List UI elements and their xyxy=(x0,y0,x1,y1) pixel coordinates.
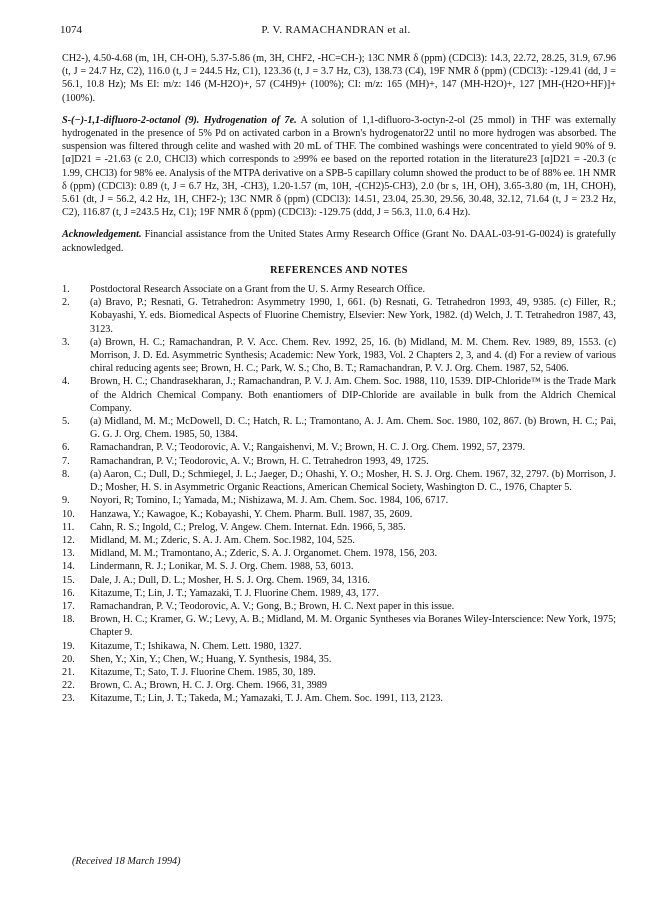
reference-number: 17. xyxy=(62,600,75,612)
reference-number: 6. xyxy=(62,442,70,454)
reference-text: Postdoctoral Research Associate on a Grant from the U. S. Army Research Office. xyxy=(90,284,426,296)
reference-item xyxy=(62,494,616,507)
running-head: P. V. RAMACHANDRAN et al. xyxy=(261,24,411,36)
reference-text: Shen, Y.; Xin, Y.; Chen, W.; Huang, Y. Synthesis, 1984, 35. xyxy=(90,653,332,665)
reference-number: 2. xyxy=(62,297,70,309)
reference-item xyxy=(62,415,616,441)
references-heading: REFERENCES AND NOTES xyxy=(270,264,408,276)
reference-item xyxy=(62,441,616,454)
reference-text: Brown, H. C.; Chandrasekharan, J.; Ramachandran, P. V. J. Am. Chem. Soc. 1988, 110, 1539. DIP-Chloride™ is the Trade Mark of the Aldrich Chemical Company. Both enantiomers of DIP-Chloride are available in bulk from the Aldrich Chemical Company. xyxy=(90,376,616,414)
reference-text: Ramachandran, P. V.; Teodorovic, A. V.; Brown, H. C. Tetrahedron 1993, 49, 1725. xyxy=(90,455,429,467)
reference-number: 16. xyxy=(62,587,75,599)
reference-number: 7. xyxy=(62,455,70,467)
reference-text: (a) Midland, M. M.; McDowell, D. C.; Hatch, R. L.; Tramontano, A. J. Am. Chem. Soc. 1980, 102, 867. (b) Brown, H. C.; Pai, G. G. J. Org. Chem. 1985, 50, 1384. xyxy=(90,416,616,441)
reference-item xyxy=(62,455,616,468)
reference-number: 21. xyxy=(62,666,75,678)
reference-item xyxy=(62,296,616,336)
acknowledgement-paragraph xyxy=(62,228,616,254)
reference-number: 15. xyxy=(62,574,75,586)
reference-text: Hanzawa, Y.; Kawagoe, K.; Kobayashi, Y. Chem. Pharm. Bull. 1987, 35, 2609. xyxy=(90,508,413,520)
reference-number: 23. xyxy=(62,693,75,705)
hydrogenation-paragraph xyxy=(62,114,616,220)
reference-text: Lindermann, R. J.; Lonikar, M. S. J. Org. Chem. 1988, 53, 6013. xyxy=(90,561,354,573)
reference-number: 14. xyxy=(62,561,75,573)
reference-number: 5. xyxy=(62,416,70,428)
reference-item xyxy=(62,534,616,547)
reference-text: Midland, M. M.; Tramontano, A.; Zderic, S. A. J. Organomet. Chem. 1978, 156, 203. xyxy=(90,548,438,560)
reference-item xyxy=(62,283,616,296)
reference-item xyxy=(62,640,616,653)
reference-item xyxy=(62,692,616,705)
reference-item xyxy=(62,574,616,587)
reference-text: Kitazume, T.; Lin, J. T.; Takeda, M.; Yamazaki, T. J. Am. Chem. Soc. 1991, 113, 2123. xyxy=(90,693,443,705)
reference-number: 1. xyxy=(62,284,70,296)
reference-number: 4. xyxy=(62,376,70,388)
reference-item xyxy=(62,508,616,521)
article-body xyxy=(62,52,616,706)
nmr-data-paragraph xyxy=(62,52,616,105)
reference-number: 13. xyxy=(62,548,75,560)
reference-item xyxy=(62,666,616,679)
reference-text: Ramachandran, P. V.; Teodorovic, A. V.; Rangaishenvi, M. V.; Brown, H. C. J. Org. Chem. 1992, 57, 2379. xyxy=(90,442,525,454)
page-number: 1074 xyxy=(60,24,82,36)
reference-text: (a) Bravo, P.; Resnati, G. Tetrahedron: Asymmetry 1990, 1, 661. (b) Resnati, G. Tetrahedron 1993, 49, 9385. (c) Filler, R.; Kobayashi, Y. eds. Biomedical Aspects of Fluorine Chemistry, Elsevier: New York, 1982. (d) Welch, J. T. Tetrahedron 1987, 43, 3123. xyxy=(90,297,616,335)
reference-item xyxy=(62,679,616,692)
reference-number: 8. xyxy=(62,468,70,480)
reference-text: (a) Aaron, C.; Dull, D.; Schmiegel, J. L.; Jaeger, D.; Ohashi, Y. O.; Mosher, H. S. J. Org. Chem. 1967, 32, 2797. (b) Morrison, J. D.; Mosher, H. S. in Asymmetric Organic Reactions, American Chemical Society, Washington D. C., 1976, Chapter 5. xyxy=(90,468,616,494)
reference-text: Midland, M. M.; Zderic, S. A. J. Am. Chem. Soc.1982, 104, 525. xyxy=(90,534,355,546)
reference-text: Kitazume, T.; Lin, J. T.; Yamazaki, T. J. Fluorine Chem. 1989, 43, 177. xyxy=(90,587,379,599)
reference-number: 12. xyxy=(62,534,75,546)
reference-list xyxy=(62,283,616,706)
reference-number: 10. xyxy=(62,508,75,520)
paragraph-text: Financial assistance from the United States Army Research Office (Grant No. DAAL-03-91-G-0024) is gratefully acknowledged. xyxy=(62,229,617,254)
reference-item xyxy=(62,560,616,573)
reference-number: 20. xyxy=(62,653,75,665)
reference-number: 22. xyxy=(62,680,75,692)
reference-text: Brown, C. A.; Brown, H. C. J. Org. Chem. 1966, 31, 3989 xyxy=(90,680,327,692)
reference-number: 19. xyxy=(62,640,75,652)
reference-item xyxy=(62,547,616,560)
reference-text: Cahn, R. S.; Ingold, C.; Prelog, V. Angew. Chem. Internat. Edn. 1966, 5, 385. xyxy=(90,521,406,533)
paragraph-title: S-(−)-1,1-difluoro-2-octanol (9). Hydrogenation of 7e. xyxy=(62,114,297,126)
reference-number: 9. xyxy=(62,495,70,507)
reference-item xyxy=(62,521,616,534)
reference-text: Dale, J. A.; Dull, D. L.; Mosher, H. S. J. Org. Chem. 1969, 34, 1316. xyxy=(90,574,370,586)
paragraph-title: Acknowledgement. xyxy=(62,229,142,241)
reference-text: Brown, H. C.; Kramer, G. W.; Levy, A. B.; Midland, M. M. Organic Syntheses via Boranes Wiley-Interscience: New York, 1975; Chapter 9. xyxy=(90,614,616,639)
reference-number: 18. xyxy=(62,614,75,626)
reference-item xyxy=(62,600,616,613)
reference-item xyxy=(62,336,616,376)
reference-text: Kitazume, T.; Ishikawa, N. Chem. Lett. 1980, 1327. xyxy=(90,640,302,652)
reference-text: Ramachandran, P. V.; Teodorovic, A. V.; Gong, B.; Brown, H. C. Next paper in this issue. xyxy=(90,600,455,612)
received-date: (Received 18 March 1994) xyxy=(72,856,181,867)
reference-text: Kitazume, T.; Sato, T. J. Fluorine Chem. 1985, 30, 189. xyxy=(90,666,316,678)
reference-text: (a) Brown, H. C.; Ramachandran, P. V. Acc. Chem. Rev. 1992, 25, 16. (b) Midland, M. M. Chem. Rev. 1989, 89, 1553. (c) Morrison, J. D. Ed. Asymmetric Synthesis; Academic: New York, 1983, Vol. 2 Chapters 2, 3, and 4. (d) For a review of various chiral reducing agents see; Brown, H. C.; Park, W. S.; Cho, B. T.; Ramachandran, P. V. J. Org. Chem. 1987, 52, 5406. xyxy=(90,336,616,375)
reference-number: 3. xyxy=(62,336,70,348)
reference-item xyxy=(62,375,616,415)
reference-number: 11. xyxy=(62,521,75,533)
paragraph-text: CH2-), 4.50-4.68 (m, 1H, CH-OH), 5.37-5.86 (m, 3H, CHF2, -HC=CH-); 13C NMR δ (ppm) (CDCl3): 14.3, 22.72, 28.25, 31.9, 67.96 (t, J = 24.7 Hz, C2), 116.0 (t, J = 244.5 Hz, C1), 123.36 (t, J = 3.7 Hz, C3), 138.73 (C4), 19F NMR δ (ppm) (CDCl3): -129.41 (dd, J = 56.1, 10.8 Hz); Ms EI: m/z: 146 (M-H2O)+, 57 (C4H9)+ (100%); CI: m/z: 165 (MH)+, 147 (MH-H2O)+, 127 [MH-(H2O+HF)]+ (100%). xyxy=(62,53,616,104)
reference-item xyxy=(62,468,616,494)
reference-text: Noyori, R; Tomino, I.; Yamada, M.; Nishizawa, M. J. Am. Chem. Soc. 1984, 106, 6717. xyxy=(90,495,449,507)
reference-item xyxy=(62,587,616,600)
paragraph-text: A solution of 1,1-difluoro-3-octyn-2-ol (25 mmol) in THF was externally hydrogenated in the presence of 5% Pd on activated carbon in a Brown's hydrogenator22 until no more hydrogen was absorbed. The suspension was filtered through celite and washed with 20 mL of THF. The combined washings were concentrated to yield 90% of 9. [α]D21 = -21.63 (c 2.0, CHCl3) which corresponds to ≥99% ee based on the reported rotation in the literature23 [α]D21 = -20.3 (c 1.99, CHCl3) for 98% ee. Analysis of the MTPA derivative on a SPB-5 capillary column showed the product to be of 88% ee. 1H NMR δ (ppm) (CDCl3): 0.89 (t, J = 6.7 Hz, 3H, -CH3), 1.20-1.57 (m, 10H, -(CH2)5-CH3), 2.0 (br s, 1H, OH), 3.65-3.80 (m, 1H, CHOH), 5.61 (dt, J = 56.2, 4.2 Hz, 1H, CHF2-); 13C NMR δ (ppm) (CDCl3): 14.51, 23.04, 25.30, 29.56, 30.48, 32.12, 71.64 (t, J = 23.2 Hz, C2), 116.87 (t, J =243.5 Hz, C1); 19F NMR δ (ppm) (CDCl3): -129.75 (ddd, J = 56.3, 11.0, 6.4 Hz). xyxy=(62,114,616,219)
reference-item xyxy=(62,653,616,666)
reference-item xyxy=(62,613,616,639)
